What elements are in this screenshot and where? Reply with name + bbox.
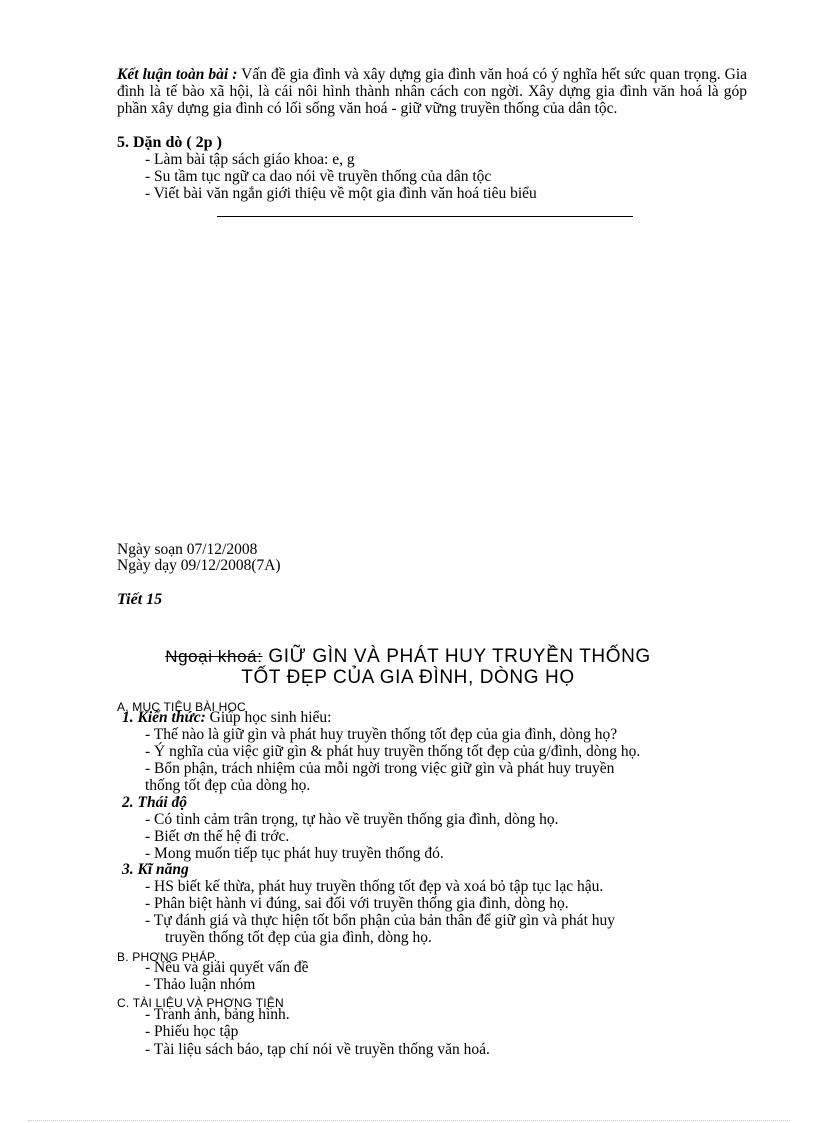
skills-heading: 3. Kĩ năng xyxy=(122,861,189,878)
homework-item: - Su tầm tục ngữ ca dao nói về truyền thống của dân tộc xyxy=(145,168,492,185)
conclusion-text: Vấn đề gia đình và xây dựng gia đình văn hoá có ý nghĩa hết sức quan trọng. Gia đình là tế bào xã hội, là cái nôi hình thành nhân cách con ngời. Xây dựng gia đình văn hoá là góp phần xây dựng gia đình có lối sống văn hoá - giữ vững truyền thống của dân tộc. xyxy=(117,66,748,117)
skills-item: - Tự đánh giá và thực hiện tốt bổn phận của bản thân để giữ gìn và phát huy xyxy=(145,912,615,929)
prep-date: Ngày soạn 07/12/2008 xyxy=(117,541,258,558)
section-a-heading: A. MỤC TIÊU BÀI HỌC xyxy=(117,700,246,714)
knowledge-item: - Bổn phận, trách nhiệm của mỗi ngời trong việc giữ gìn và phát huy truyền xyxy=(145,760,615,777)
skills-item: - HS biết kế thừa, phát huy truyền thống tốt đẹp và xoá bỏ tập tục lạc hậu. xyxy=(145,878,604,895)
material-item: - Tranh ảnh, bảng hình. xyxy=(145,1006,290,1023)
material-item: - Tài liệu sách báo, tạp chí nói về truyền thống văn hoá. xyxy=(145,1041,490,1058)
attitude-item: - Mong muốn tiếp tục phát huy truyền thống đó. xyxy=(145,845,444,862)
attitude-item: - Biết ơn thế hệ đi trớc. xyxy=(145,828,290,845)
knowledge-heading: 1. Kiến thức: xyxy=(122,709,206,726)
skills-item: truyền thống tốt đẹp của gia đình, dòng họ. xyxy=(165,929,432,946)
homework-item: - Viết bài văn ngắn giới thiệu về một gia đình văn hoá tiêu biểu xyxy=(145,185,537,202)
material-item: - Phiếu học tập xyxy=(145,1023,239,1040)
conclusion-label: Kết luận toàn bài : xyxy=(117,66,238,83)
section-c-heading: C. TÀI LIỆU VÀ PHƠNG TIỆN xyxy=(117,996,284,1010)
knowledge-line xyxy=(122,709,332,726)
skills-item: - Phân biệt hành vi đúng, sai đối với truyền thống gia đình, dòng họ. xyxy=(145,895,569,912)
lesson-number: Tiết 15 xyxy=(117,591,163,608)
knowledge-intro: Giúp học sinh hiểu: xyxy=(205,709,332,726)
page-title xyxy=(0,646,816,668)
section-b-heading: B. PHƠNG PHÁP. xyxy=(117,950,218,964)
section-divider xyxy=(217,216,633,217)
method-item: - Thảo luận nhóm xyxy=(145,976,256,993)
homework-heading: 5. Dặn dò ( 2p ) xyxy=(117,134,222,151)
method-item: - Nêu và giải quyết vấn đề xyxy=(145,959,309,976)
title-prefix: Ngoại khoá: xyxy=(165,647,263,666)
conclusion-paragraph xyxy=(117,66,747,117)
homework-item: - Làm bài tập sách giáo khoa: e, g xyxy=(145,151,355,168)
knowledge-item: thống tốt đẹp của dòng họ. xyxy=(145,777,311,794)
attitude-heading: 2. Thái độ xyxy=(122,794,188,811)
title-line-1: GIỮ GÌN VÀ PHÁT HUY TRUYỀN THỐNG xyxy=(262,646,651,667)
attitude-item: - Có tình cảm trân trọng, tự hào về truyền thống gia đình, dòng họ. xyxy=(145,811,559,828)
page-bottom-border xyxy=(28,1120,790,1121)
knowledge-item: - Thế nào là giữ gìn và phát huy truyền thống tốt đẹp của gia đình, dòng họ? xyxy=(145,726,618,743)
title-line-2: TỐT ĐẸP CỦA GIA ĐÌNH, DÒNG HỌ xyxy=(241,667,575,688)
knowledge-item: - Ý nghĩa của việc giữ gìn & phát huy truyền thống tốt đẹp của g/đình, dòng họ. xyxy=(145,743,641,760)
teach-date: Ngày dạy 09/12/2008(7A) xyxy=(117,557,281,574)
